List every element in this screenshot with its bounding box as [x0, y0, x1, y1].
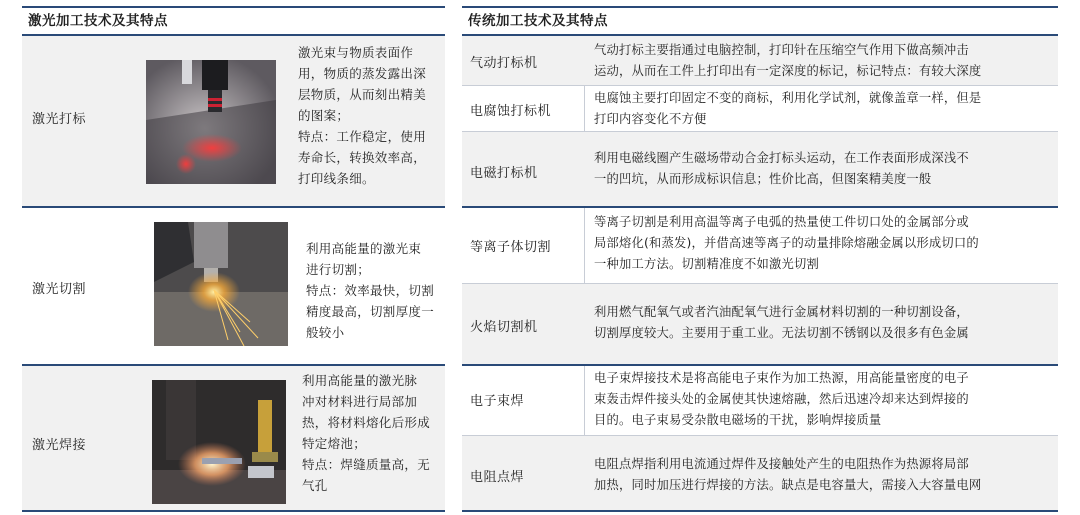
laser-marking-photo	[146, 60, 276, 184]
desc-line: 特定熔池；	[302, 436, 367, 451]
electromagnetic-marker-desc	[594, 148, 1052, 190]
electro-corrosion-marker-label: 电腐蚀打标机	[470, 104, 552, 119]
desc-line: 束轰击焊件接头处的金属使其快速熔融，然后迅速冷却来达到焊接的	[594, 392, 969, 406]
laser-table-bottom-rule	[22, 510, 445, 512]
pneumatic-marker-label: 气动打标机	[470, 56, 538, 71]
electro-corrosion-marker-desc	[594, 88, 1052, 130]
desc-line: 的图案；	[298, 108, 350, 123]
pneumatic-marker-row	[462, 36, 1058, 86]
desc-line: 热，将材料熔化后形成	[302, 415, 431, 430]
electron-beam-welding-label: 电子束焊	[470, 394, 525, 409]
laser-marking-desc	[298, 42, 445, 189]
desc-line: 局部熔化(和蒸发)，并借高速等离子的动量排除熔融金属以形成切口的	[594, 236, 979, 250]
desc-line: 冲对材料进行局部加	[302, 394, 418, 409]
desc-line: 进行切割；	[306, 262, 371, 277]
desc-line: 电腐蚀主要打印固定不变的商标，利用化学试剂，就像盖章一样，但是	[594, 91, 982, 105]
desc-line: 特点：效率最快，切割	[306, 283, 435, 298]
desc-line: 目的。电子束易受杂散电磁场的干扰，影响焊接质量	[594, 413, 882, 427]
traditional-table-bottom-rule	[462, 510, 1058, 512]
desc-line: 寿命长，转换效率高，	[298, 150, 427, 165]
desc-line: 用，物质的蒸发露出深	[298, 66, 427, 81]
desc-line: 层物质，从而刻出精美	[298, 87, 427, 102]
desc-line: 电子束焊接技术是将高能电子束作为加工热源，用高能量密度的电子	[594, 371, 969, 385]
laser-welding-photo	[152, 380, 286, 504]
electron-beam-welding-row	[462, 366, 1058, 436]
desc-line: 利用高能量的激光脉	[302, 373, 418, 388]
traditional-table-header: 传统加工技术及其特点	[462, 6, 1058, 36]
desc-line: 加热，同时加压进行焊接的方法。缺点是电容量大，需接入大容量电网	[594, 478, 982, 492]
desc-line: 利用电磁线圈产生磁场带动合金打标头运动，在工作表面形成深浅不	[594, 151, 969, 165]
plasma-cutting-row	[462, 208, 1058, 284]
desc-line: 精度最高，切割厚度一	[306, 304, 435, 319]
desc-line: 等离子切割是利用高温等离子电弧的热量使工件切口处的金属部分或	[594, 215, 969, 229]
desc-line: 利用高能量的激光束	[306, 241, 422, 256]
laser-processing-table	[22, 6, 445, 512]
desc-line: 特点：工作稳定，使用	[298, 129, 427, 144]
electron-beam-welding-desc	[594, 368, 1052, 431]
resistance-spot-welding-label: 电阻点焊	[470, 470, 525, 485]
desc-line: 特点：焊缝质量高，无	[302, 457, 431, 472]
flame-cutting-row	[462, 284, 1058, 366]
desc-line: 一种加工方法。切割精准度不如激光切割	[594, 257, 819, 271]
desc-line: 激光束与物质表面作	[298, 45, 414, 60]
flame-cutting-desc	[594, 302, 1052, 344]
desc-line: 运动，从而在工件上打印出有一定深度的标记，标记特点：有较大深度	[594, 64, 982, 78]
laser-welding-row	[22, 366, 445, 512]
plasma-cutting-label: 等离子体切割	[470, 240, 552, 255]
resistance-spot-welding-row	[462, 436, 1058, 512]
desc-line: 电阻点焊指利用电流通过焊件及接触处产生的电阻热作为热源将局部	[594, 457, 969, 471]
desc-line: 一的凹坑，从而形成标识信息；性价比高，但图案精美度一般	[594, 172, 932, 186]
electromagnetic-marker-label: 电磁打标机	[470, 166, 538, 181]
laser-cutting-label: 激光切割	[32, 282, 87, 297]
laser-marking-label: 激光打标	[32, 112, 87, 127]
desc-line: 般较小	[306, 325, 345, 340]
laser-cutting-photo	[154, 222, 288, 346]
laser-cutting-desc	[306, 238, 445, 343]
desc-line: 打印内容变化不方便	[594, 112, 707, 126]
laser-table-header: 激光加工技术及其特点	[22, 6, 445, 36]
laser-cutting-row	[22, 208, 445, 366]
desc-line: 利用燃气配氧气或者汽油配氧气进行金属材料切割的一种切割设备，	[594, 305, 969, 319]
plasma-cutting-desc	[594, 212, 1052, 275]
laser-welding-label: 激光焊接	[32, 438, 87, 453]
flame-cutting-label: 火焰切割机	[470, 320, 538, 335]
electro-corrosion-marker-row	[462, 86, 1058, 132]
desc-line: 气动打标主要指通过电脑控制，打印针在压缩空气作用下做高频冲击	[594, 43, 969, 57]
desc-line: 打印线条细。	[298, 171, 375, 186]
traditional-processing-table	[462, 6, 1058, 512]
desc-line: 切割厚度较大。主要用于重工业。无法切割不锈钢以及很多有色金属	[594, 326, 969, 340]
pneumatic-marker-desc	[594, 40, 1052, 82]
laser-marking-row	[22, 36, 445, 208]
desc-line: 气孔	[302, 478, 328, 493]
electromagnetic-marker-row	[462, 132, 1058, 208]
laser-welding-desc	[302, 370, 445, 496]
resistance-spot-welding-desc	[594, 454, 1052, 496]
